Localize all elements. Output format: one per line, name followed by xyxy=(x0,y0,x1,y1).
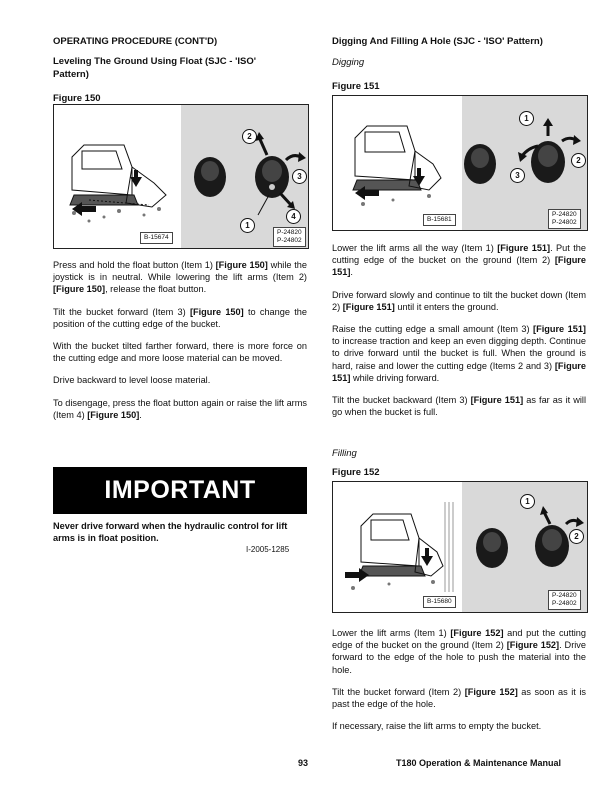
paragraph: With the bucket tilted farther forward, there is more force on the cutting edge and more loose material can be moved. xyxy=(53,341,307,364)
text: as soon as it is past the edge of the hole. xyxy=(332,686,587,710)
figure-ref: [Figure 151] xyxy=(533,324,586,335)
page-number: 93 xyxy=(298,758,309,768)
figure-code-line: P-24802 xyxy=(552,600,577,607)
right-body-filling xyxy=(332,627,586,732)
paragraph xyxy=(332,686,586,710)
text: to increase traction and keep an even digging depth. Continue to drive forward until the bucket is full. When the ground is hard, raise and lower the cutting edge (Items 2 and 3) xyxy=(332,336,586,371)
text: . Put the cutting edge of the bucket on the ground (Item 2) xyxy=(332,243,586,266)
text: , release the float button. xyxy=(105,284,207,295)
joystick-panel xyxy=(181,105,308,248)
callout-2: 2 xyxy=(569,529,584,544)
figure-ref: [Figure 150] xyxy=(215,260,268,270)
figure-code-line: P-24820 xyxy=(552,592,577,599)
text: until it enters the ground. xyxy=(394,301,499,312)
figure-code: B-15674 xyxy=(140,232,173,244)
figure-ref: [Figure 151] xyxy=(342,301,395,312)
callout-1: 1 xyxy=(519,111,534,126)
skid-steer-filling-icon xyxy=(333,482,461,612)
loader-illustration xyxy=(333,96,461,230)
text: Tilt the bucket forward (Item 3) xyxy=(53,306,190,317)
figure-ref: [Figure 151] xyxy=(470,395,524,406)
subsection-title-line1: Leveling The Ground Using Float (SJC - 'ISO' xyxy=(53,56,256,67)
subsection-title-line2: Pattern) xyxy=(53,68,89,80)
figure-code xyxy=(548,590,581,610)
callout-3: 3 xyxy=(292,169,307,184)
figure-ref: [Figure 151] xyxy=(332,255,586,278)
text: as far as it will go when the bucket is full. xyxy=(332,395,586,418)
joystick-panel xyxy=(462,96,587,230)
figure-ref: [Figure 151] xyxy=(332,360,586,383)
text: while driving forward. xyxy=(350,372,440,383)
figure-151-label: Figure 151 xyxy=(332,81,380,92)
figure-150 xyxy=(53,104,309,249)
text: . Drive forward to the edge of the hole to push the material into the hole. xyxy=(332,640,586,675)
manual-title: T180 Operation & Maintenance Manual xyxy=(396,758,562,768)
paragraph xyxy=(53,397,307,421)
figure-150-label: Figure 150 xyxy=(53,93,101,104)
figure-code-line: P-24802 xyxy=(277,237,302,244)
paragraph: If necessary, raise the lift arms to empty the bucket. xyxy=(332,721,542,732)
callout-2: 2 xyxy=(242,129,257,144)
figure-code-line: P-24802 xyxy=(552,219,577,226)
paragraph xyxy=(332,242,586,279)
filling-label: Filling xyxy=(332,448,357,459)
paragraph xyxy=(332,394,586,418)
text: Lower the lift arms all the way (Item 1) xyxy=(332,243,498,253)
skid-steer-digging-icon xyxy=(333,96,461,230)
figure-ref: [Figure 151] xyxy=(497,243,551,253)
figure-code: B-15681 xyxy=(423,214,456,226)
text: and put the cutting edge of the bucket on the ground (Item 2) xyxy=(332,628,587,651)
figure-152 xyxy=(332,481,588,613)
callout-3: 3 xyxy=(510,168,525,183)
important-banner: IMPORTANT xyxy=(53,467,307,514)
skid-steer-float-icon xyxy=(54,105,180,248)
figure-ref: [Figure 152] xyxy=(450,628,504,638)
paragraph xyxy=(332,289,586,313)
callout-1: 1 xyxy=(520,494,535,509)
figure-code-line: P-24820 xyxy=(552,211,577,218)
joystick-panel xyxy=(462,482,587,612)
important-text: Never drive forward when the hydraulic control for lift arms is in float position. xyxy=(53,521,288,544)
figure-code-line: P-24820 xyxy=(277,229,302,236)
text: Drive forward slowly and continue to tilt the bucket down (Item 2) xyxy=(332,289,586,312)
important-code: I-2005-1285 xyxy=(246,545,290,554)
paragraph xyxy=(332,627,586,676)
figure-152-label: Figure 152 xyxy=(332,467,380,478)
figure-ref: [Figure 152] xyxy=(506,640,560,651)
paragraph xyxy=(53,306,307,330)
text: Lower the lift arms (Item 1) xyxy=(332,628,451,638)
loader-illustration xyxy=(333,482,461,612)
digging-label: Digging xyxy=(332,57,365,68)
callout-2: 2 xyxy=(571,153,586,168)
text: to change the position of the cutting edge of the bucket. xyxy=(53,306,308,329)
figure-code: B-15680 xyxy=(423,596,456,608)
text: Press and hold the float button (Item 1) xyxy=(53,260,216,270)
section-title: OPERATING PROCEDURE (CONT'D) xyxy=(53,36,218,47)
figure-151 xyxy=(332,95,588,231)
text: . xyxy=(350,267,353,278)
subsection-title xyxy=(53,56,313,81)
paragraph xyxy=(332,323,586,384)
text: Raise the cutting edge a small amount (Item 3) xyxy=(332,324,534,335)
loader-illustration xyxy=(54,105,180,248)
paragraph xyxy=(53,259,307,296)
figure-ref: [Figure 150] xyxy=(87,409,140,420)
right-body-digging xyxy=(332,242,586,418)
figure-ref: [Figure 150] xyxy=(53,284,106,295)
paragraph: Drive backward to level loose material. xyxy=(53,375,211,386)
text: To disengage, press the float button again or raise the lift arms (Item 4) xyxy=(53,397,307,420)
figure-code xyxy=(273,227,306,247)
text: Tilt the bucket backward (Item 3) xyxy=(332,395,471,406)
figure-code xyxy=(548,209,581,229)
text: while the joystick is in neutral. While lowering the lift arms (Item 2) xyxy=(53,260,307,283)
text: Tilt the bucket forward (Item 2) xyxy=(332,686,465,697)
figure-ref: [Figure 152] xyxy=(464,686,518,697)
callout-1: 1 xyxy=(240,218,255,233)
figure-ref: [Figure 150] xyxy=(189,306,244,317)
left-body xyxy=(53,259,307,421)
callout-4: 4 xyxy=(286,209,301,224)
text: . xyxy=(139,409,142,420)
right-section-title: Digging And Filling A Hole (SJC - 'ISO' Pattern) xyxy=(332,36,543,47)
